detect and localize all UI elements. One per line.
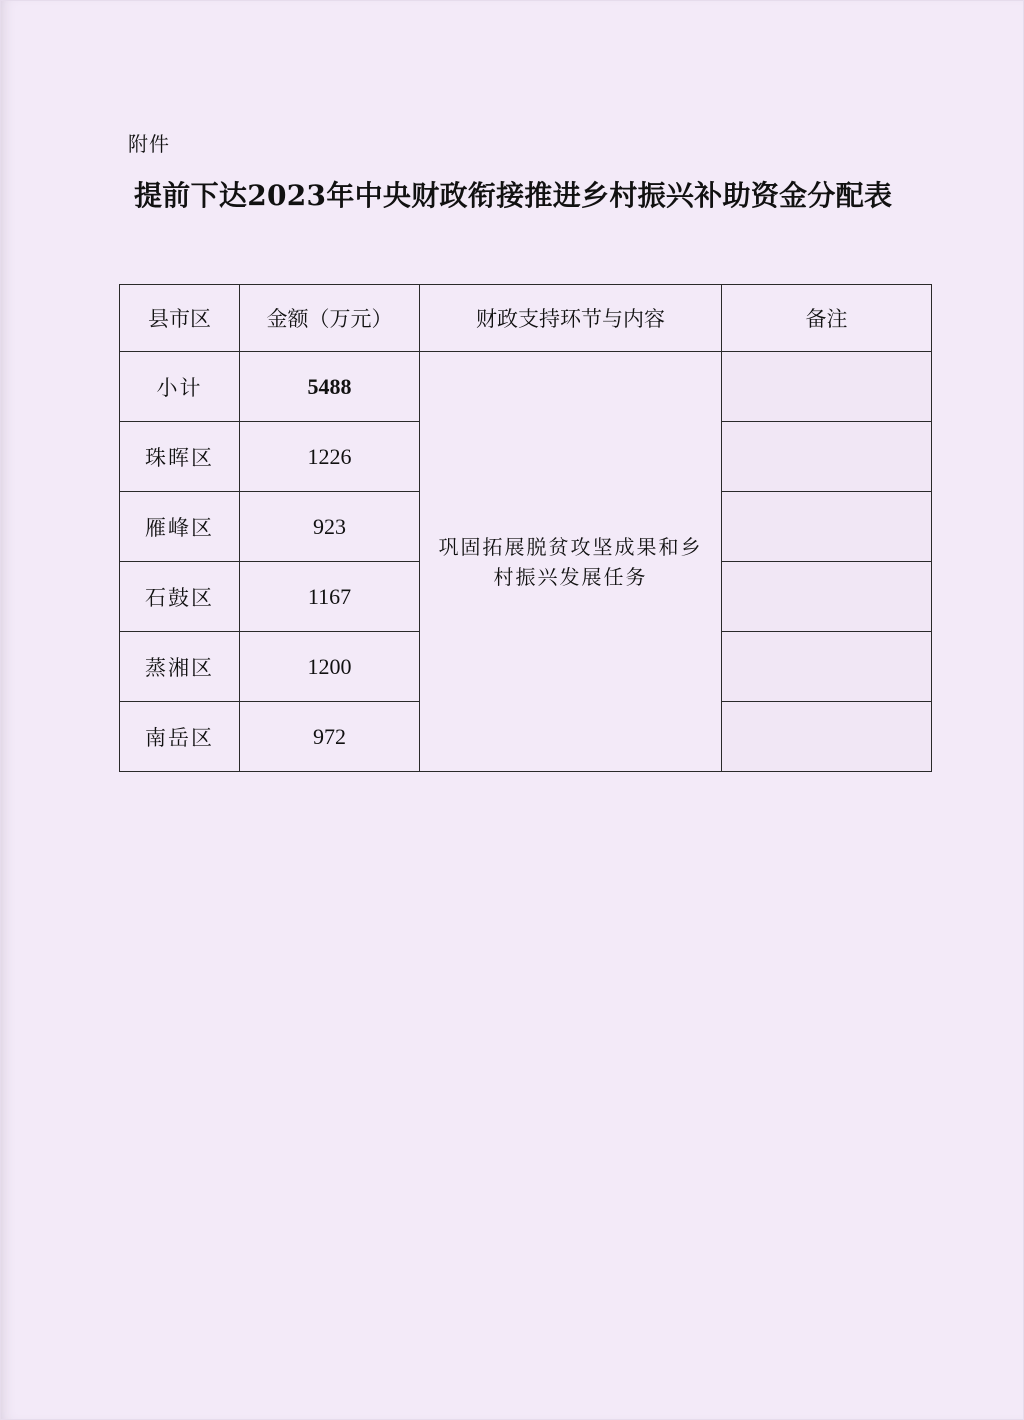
amount-cell: 1167 xyxy=(240,562,420,632)
table-header-row xyxy=(120,285,932,352)
amount-cell: 1226 xyxy=(240,422,420,492)
remark-cell xyxy=(722,632,932,702)
county-cell: 雁峰区 xyxy=(120,492,240,562)
remark-cell xyxy=(722,352,932,422)
county-cell: 珠晖区 xyxy=(120,422,240,492)
county-cell: 石鼓区 xyxy=(120,562,240,632)
header-support-content: 财政支持环节与内容 xyxy=(420,285,722,352)
remark-cell xyxy=(722,702,932,772)
remark-cell xyxy=(722,422,932,492)
document-title: 提前下达2023年中央财政衔接推进乡村振兴补助资金分配表 xyxy=(134,179,893,212)
remark-cell xyxy=(722,492,932,562)
header-remark: 备注 xyxy=(722,285,932,352)
county-cell: 小计 xyxy=(120,352,240,422)
attachment-label: 附件 xyxy=(128,132,170,156)
remark-cell xyxy=(722,562,932,632)
header-county: 县市区 xyxy=(120,285,240,352)
amount-cell: 972 xyxy=(240,702,420,772)
header-amount: 金额（万元） xyxy=(240,285,420,352)
support-content-cell: 巩固拓展脱贫攻坚成果和乡村振兴发展任务 xyxy=(420,352,722,772)
county-cell: 蒸湘区 xyxy=(120,632,240,702)
amount-cell: 1200 xyxy=(240,632,420,702)
allocation-table xyxy=(119,284,932,772)
amount-cell: 5488 xyxy=(240,352,420,422)
county-cell: 南岳区 xyxy=(120,702,240,772)
table-row-subtotal xyxy=(120,352,932,422)
amount-cell: 923 xyxy=(240,492,420,562)
